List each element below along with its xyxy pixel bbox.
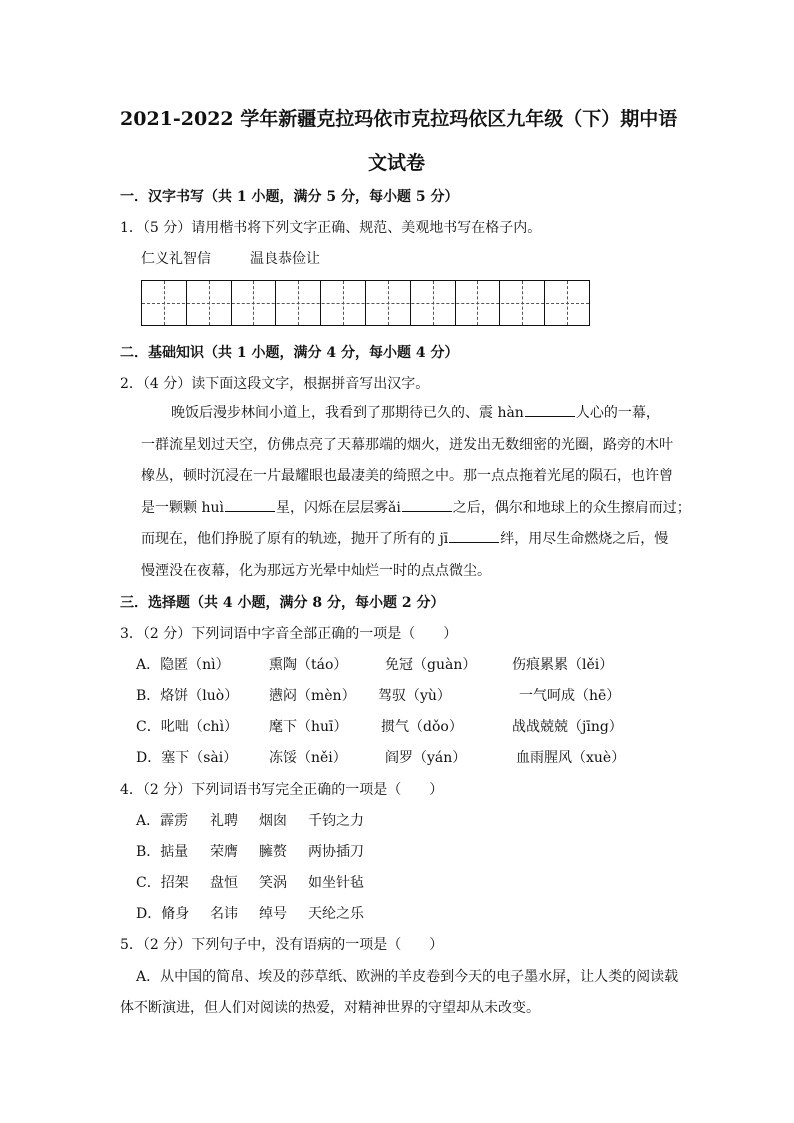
grid-cell[interactable] — [545, 281, 589, 325]
q4-option-b-2: 荣膺 — [210, 844, 238, 860]
q5-option-a-line1: A．从中国的简帛、埃及的莎草纸、欧洲的羊皮卷到今天的电子墨水屏，让人类的阅读载 — [136, 969, 679, 985]
q3-option-a-2: 熏陶（táo） — [269, 657, 348, 673]
q3-option-d-2: 冻馁（něi） — [269, 750, 347, 766]
q4-option-c-2: 盘恒 — [210, 875, 238, 891]
passage-line-1a: 晚饭后漫步林间小道上，我看到了那期待已久的、震 hàn — [171, 405, 524, 421]
grid-cell[interactable] — [142, 281, 187, 325]
grid-cell[interactable] — [411, 281, 456, 325]
q4-option-c-4: 如坐针毡 — [308, 875, 364, 891]
blank-ji[interactable] — [449, 529, 499, 543]
copy-phrase-1: 仁义礼智信 — [141, 251, 211, 267]
section-heading-2: 二．基础知识（共 1 小题，满分 4 分，每小题 4 分） — [120, 345, 459, 361]
passage-line-4a: 是一颗颗 huì — [141, 499, 224, 516]
q3-option-b-2: 懑闷（mèn） — [269, 688, 356, 704]
q4-option-c-3: 笑涡 — [259, 875, 287, 891]
q3-option-b-1: B．烙饼（luò） — [136, 688, 239, 704]
section-heading-1: 一．汉字书写（共 1 小题，满分 5 分，每小题 5 分） — [120, 189, 459, 205]
question-5-stem: 5．（2 分）下列句子中，没有语病的一项是（ ） — [120, 937, 444, 953]
q3-option-c-1: C．叱咄（chì） — [136, 719, 239, 735]
q3-option-c-3: 掼气（dǒo） — [381, 719, 463, 735]
q4-option-b-3: 臃赘 — [259, 844, 287, 860]
page-title-line1: 2021-2022 学年新疆克拉玛依市克拉玛依区九年级（下）期中语 — [120, 108, 678, 130]
grid-cell[interactable] — [456, 281, 501, 325]
q4-option-b-1: B．掂量 — [136, 844, 189, 860]
passage-line-4c: 之后，偶尔和地球上的众生擦肩而过； — [452, 499, 691, 516]
q4-option-a-2: 礼聘 — [210, 813, 238, 829]
question-4-stem: 4．（2 分）下列词语书写完全正确的一项是（ ） — [120, 782, 444, 798]
q3-option-c-2: 麾下（huī） — [269, 719, 348, 735]
passage-line-1b: 人心的一幕， — [575, 405, 660, 421]
blank-ai[interactable] — [402, 498, 452, 512]
q3-option-a-3: 免冠（guàn） — [385, 657, 477, 673]
grid-cell[interactable] — [187, 281, 232, 325]
passage-line-2: 一群流星划过天空，仿佛点亮了天幕那端的烟火，迸发出无数细密的光圈，路旁的木叶 — [141, 436, 673, 453]
grid-cell[interactable] — [366, 281, 411, 325]
q4-option-c-1: C．招架 — [136, 875, 189, 891]
q3-option-d-1: D．塞下（sài） — [136, 750, 238, 766]
passage-line-6: 慢湮没在夜幕，化为那远方光晕中灿烂一时的点点微尘。 — [141, 562, 491, 579]
page-title-line2: 文试卷 — [368, 152, 426, 174]
passage-line-5b: 绊，用尽生命燃烧之后，慢 — [500, 531, 669, 547]
q3-option-c-4: 战战兢兢（jīng） — [512, 719, 623, 735]
writing-grid[interactable] — [141, 280, 590, 326]
q3-option-a-4: 伤痕累累（lěi） — [512, 657, 614, 673]
blank-hui[interactable] — [225, 498, 275, 512]
question-2-stem: 2．（4 分）读下面这段文字，根据拼音写出汉字。 — [120, 376, 430, 392]
q4-option-d-4: 天纶之乐 — [308, 906, 364, 922]
q3-option-d-3: 阎罗（yán） — [385, 750, 467, 766]
q5-option-a-line2: 体不断演进，但人们对阅读的热爱，对精神世界的守望却从未改变。 — [120, 1000, 540, 1016]
question-1-stem: 1．（5 分）请用楷书将下列文字正确、规范、美观地书写在格子内。 — [120, 220, 542, 236]
blank-han[interactable] — [525, 403, 575, 417]
grid-cell[interactable] — [500, 281, 545, 325]
q3-option-b-3: 驾驭（yù） — [378, 688, 451, 704]
passage-line-5a: 而现在，他们挣脱了原有的轨迹，抛开了所有的 jī — [141, 531, 449, 547]
q4-option-b-4: 两协插刀 — [308, 844, 364, 860]
q3-option-b-4: 一气呵成（hē） — [519, 688, 621, 704]
q3-option-a-1: A．隐匿（nì） — [136, 657, 230, 673]
q4-option-a-3: 烟囱 — [259, 813, 287, 829]
grid-cell[interactable] — [321, 281, 366, 325]
section-heading-3: 三．选择题（共 4 小题，满分 8 分，每小题 2 分） — [120, 595, 445, 611]
q4-option-a-4: 千钧之力 — [308, 813, 364, 829]
grid-cell[interactable] — [232, 281, 277, 325]
q3-option-d-4: 血雨腥风（xuè） — [516, 750, 626, 766]
passage-line-4b: 星，闪烁在层层雾ǎi — [275, 499, 401, 516]
q4-option-d-2: 名讳 — [210, 906, 238, 922]
question-3-stem: 3．（2 分）下列词语中字音全部正确的一项是（ ） — [120, 626, 458, 642]
grid-cell[interactable] — [276, 281, 321, 325]
copy-phrase-2: 温良恭俭让 — [250, 251, 320, 267]
q4-option-d-3: 绰号 — [259, 906, 287, 922]
reading-passage — [141, 398, 691, 587]
q4-option-d-1: D．脩身 — [136, 906, 190, 922]
q4-option-a-1: A．霹雳 — [136, 813, 189, 829]
passage-line-3: 橡丛，顿时沉浸在一片最耀眼也最凄美的绮照之中。那一点点拖着光尾的陨石，也许曾 — [141, 468, 673, 484]
